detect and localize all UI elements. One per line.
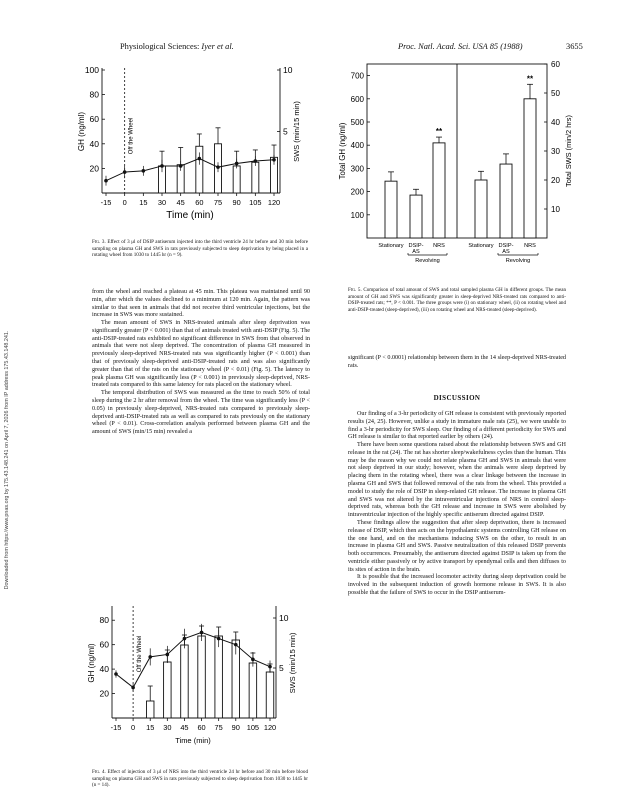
significance-marker: ** — [526, 74, 534, 84]
download-note: Downloaded from https://www.pnas.org by 175.43.148.241 on April 7, 2026 from IP address 175.43.148.241. — [4, 330, 10, 590]
gh-point — [142, 169, 146, 173]
figure-3-caption: Fig. 3. Effect of 3 μl of DSIP antiserum injected into the third ventricle 24 hr before and 30 min before sampling on plasma GH and SWS in rats previously subjected to sleep deprivation by being placed in a rotating wheel from 1030 to 1445 hr (n = 9). — [92, 239, 308, 259]
paragraph: The temporal distribution of SWS was measured as the time to reach 50% of total sleep during the 2 hr after removal from the wheel. The time was significantly less (P < 0.05) in previously sleep-deprived, NRS-treated rats compared to previously sleep-deprived anti-DSIP-treated rats as well as compared to rats previously on the stationary wheel (P < 0.01). Cross-correlation analysis performed between plasma GH and the amount of SWS (min/15 min) revealed a — [92, 390, 310, 436]
category-label: AS — [502, 249, 510, 255]
figure-4-caption: Fig. 4. Effect of injection of 3 μl of NRS into the third ventricle 24 hr before and 30 min before blood sampling on plasma GH and SWS in rats previously subjected to sleep deprivation from 1030 to 1445 hr (n = 14). — [92, 769, 309, 789]
x-tick-label: 15 — [146, 723, 155, 732]
off-wheel-annotation: Off the Wheel — [137, 635, 144, 673]
figure-3-chart — [70, 58, 310, 233]
x-tick-label: 120 — [267, 198, 281, 207]
y-tick-label: 200 — [350, 187, 364, 197]
y-tick-label: 300 — [350, 164, 364, 174]
group-label: Revolving — [415, 258, 440, 264]
gh-point — [216, 165, 220, 169]
y-tick-label: 60 — [89, 114, 99, 125]
gh-point — [114, 672, 118, 676]
figure-5-caption: Fig. 5. Comparison of total amount of SWS and total sampled plasma GH in different groups. The mean amount of GH and SWS was significantly greater in sleep-deprived NRS-treated rats compared to anti-DSIP-treated rats; **, P < 0.001. The three groups were (i) on stationary wheel, (ii) on rotating wheel and anti-DSIP-treated (sleep-deprived), (iii) on rotating wheel and NRS-treated (sleep-deprived). — [348, 287, 567, 313]
gh-point — [160, 164, 164, 168]
y-tick-label: 20 — [99, 688, 109, 699]
gh-point — [183, 637, 187, 641]
x-axis-label: Time (min) — [175, 736, 211, 745]
right-column-text — [348, 411, 566, 598]
y2-tick-label: 20 — [551, 176, 560, 185]
y-tick-label: 600 — [350, 94, 364, 104]
y2-tick-label: 30 — [551, 147, 560, 156]
paragraph: It is possible that the increased locomoter activity during sleep deprivation could be involved in the subsequent induction of growth hormone release in SWS. It is also possible that the failure of SWS to occur in the DSIP antiserum- — [348, 574, 566, 596]
paragraph: Our finding of a 3-hr periodicity of GH release is consistent with previously reported results (24, 25). However, unlike a study in immature male rats (25), we were unable to find a 3-hr periodicity for SWS sleep. Our finding of a different periodicity for SWS and GH release is similar to that reported earlier by others (24). — [348, 411, 566, 441]
sws-bar — [146, 701, 154, 718]
sws-bar — [266, 672, 274, 718]
x-tick-label: -15 — [100, 198, 112, 207]
y2-tick-label: 5 — [283, 126, 288, 137]
x-tick-label: 45 — [180, 723, 189, 732]
right-column-text-top — [348, 355, 566, 371]
x-tick-label: 60 — [195, 198, 204, 207]
category-label: DSIP- — [408, 243, 424, 249]
category-label: NRS — [433, 243, 445, 249]
sws-bar — [181, 645, 189, 718]
x-tick-label: 75 — [214, 723, 223, 732]
y-tick-label: 20 — [89, 163, 99, 174]
gh-point — [179, 164, 183, 168]
off-wheel-annotation: Off the Wheel — [128, 117, 135, 155]
gh-point — [254, 159, 258, 163]
gh-point — [272, 158, 276, 162]
category-label: AS — [412, 249, 420, 255]
y2-tick-label: 40 — [551, 118, 560, 127]
sws-bar — [500, 164, 512, 238]
section-heading: DISCUSSION — [433, 394, 481, 402]
gh-point — [268, 665, 272, 669]
gh-point — [131, 686, 135, 690]
x-tick-label: 75 — [213, 198, 223, 207]
sws-bar — [524, 99, 536, 238]
gh-point — [148, 655, 152, 659]
gh-point — [217, 637, 221, 641]
y-axis-label: GH (ng/ml) — [77, 111, 86, 152]
y-tick-label: 40 — [89, 138, 99, 149]
category-label: NRS — [524, 243, 536, 249]
sws-bar — [233, 166, 240, 193]
gh-point — [200, 631, 204, 635]
y2-axis-label: SWS (min/15 min) — [288, 632, 297, 694]
y-axis-label: Total GH (ng/ml) — [338, 122, 347, 180]
y-tick-label: 40 — [99, 664, 109, 675]
x-tick-label: 15 — [139, 198, 148, 207]
y2-tick-label: 60 — [551, 60, 560, 69]
sws-bar — [252, 162, 259, 193]
category-label: DSIP- — [498, 243, 514, 249]
left-column-text — [92, 289, 310, 437]
y2-tick-label: 5 — [279, 663, 284, 673]
y-tick-label: 100 — [350, 210, 364, 220]
x-tick-label: -15 — [110, 723, 122, 732]
x-tick-label: 60 — [197, 723, 206, 732]
sws-bar — [475, 180, 487, 238]
y2-axis-label: Total SWS (min/2 hrs) — [564, 115, 573, 187]
significance-marker: ** — [435, 127, 443, 137]
x-tick-label: 30 — [163, 723, 172, 732]
y-tick-label: 100 — [84, 65, 99, 75]
x-tick-label: 120 — [263, 723, 277, 732]
gh-point — [123, 170, 127, 174]
sws-bar — [198, 636, 206, 718]
gh-point — [235, 162, 239, 166]
x-tick-label: 90 — [232, 198, 241, 207]
gh-bar — [410, 195, 422, 238]
gh-point — [104, 179, 108, 183]
x-tick-label: 45 — [176, 198, 185, 207]
paragraph: from the wheel and reached a plateau at 45 min. This plateau was maintained until 90 min, after which the values declined to a minimum at 120 min. Again, the pattern was similar to that seen in animals that did not receive third ventricular injections, but the increase in SWS was more sustained. — [92, 289, 310, 319]
category-label: Stationary — [468, 243, 494, 249]
gh-line — [106, 159, 274, 181]
y2-tick-label: 10 — [279, 613, 289, 623]
x-tick-label: 30 — [157, 198, 167, 207]
running-header-left: Physiological Sciences: Iyer et al. — [120, 42, 234, 51]
sws-bar — [249, 663, 257, 718]
y2-axis-label: SWS (min/15 min) — [292, 101, 301, 162]
x-tick-label: 105 — [249, 198, 262, 207]
figure-5-chart — [333, 56, 593, 281]
page-number: 3655 — [566, 42, 583, 51]
group-label: Revolving — [505, 258, 531, 264]
y2-tick-label: 10 — [283, 65, 293, 75]
y-tick-label: 60 — [99, 639, 109, 650]
category-label: Stationary — [378, 243, 404, 249]
x-tick-label: 0 — [122, 198, 127, 207]
x-tick-label: 0 — [131, 723, 136, 732]
paragraph: There have been some questions raised about the relationship between SWS and GH release in the rat (24). The rat has shorter sleep/wakefulness cycles than the human. This may be the reason why we could not relate plasma GH and SWS in animals that were not sleep deprived in our study; however, when the animals were sleep deprived by placing them in the rotating wheel, there was a clear linkage between the increase in plasma GH and SWS that followed removal of the rats from the wheel. This provided a model to study the role of DSIP in sleep-related GH release. The increase in plasma GH and SWS was not altered by the intraventricular injections of NRS in control sleep-deprived rats, whereas both the GH release and increase in SWS were abolished by intraventricular injection of the highly specific antiserum directed against DSIP. — [348, 442, 566, 519]
y-tick-label: 80 — [89, 89, 99, 100]
y-tick-label: 700 — [350, 71, 364, 81]
y-tick-label: 80 — [99, 615, 109, 626]
journal-citation: Proc. Natl. Acad. Sci. USA 85 (1988) — [398, 42, 523, 51]
paragraph: significant (P < 0.0001) relationship between them in the 14 sleep-deprived NRS-treated rats. — [348, 355, 566, 369]
paragraph: These findings allow the suggestion that after sleep deprivation, there is increased release of DSIP, which then acts on the hypothalamic systems controlling GH release on the one hand, and on the mechanisms inducing SWS on the other, to result in an increase in plasma GH and SWS. Passive neutralization of this released DSIP prevents both occurrences. Presumably, the antiserum directed against DSIP is taken up from the ventricle either passively or by active transport by ependymal cells and then diffuses to its sites of action in the brain. — [348, 519, 566, 573]
sws-bar — [215, 636, 223, 718]
x-axis-label: Time (min) — [166, 210, 214, 221]
paragraph: The mean amount of SWS in NRS-treated animals after sleep deprivation was significantly greater (P < 0.001) than that of animals treated with anti-DSIP (Fig. 5). The anti-DSIP-treated rats exhibited no significant difference in SWS from that observed in animals that were not sleep deprived. The concentration of plasma GH measured in previously sleep-deprived NRS-treated rats was significantly higher (P < 0.001) than that of previously sleep-deprived anti-DSIP-treated rats and was also significantly greater than that of the rats on the stationary wheel (P < 0.01) (Fig. 5). The latency to peak plasma GH was significantly less (P < 0.001) in previously sleep-deprived, NRS-treated rats compared to this same latency for rats placed on the stationary wheel. — [92, 320, 310, 389]
gh-bar — [433, 143, 445, 238]
y-axis-label: GH (ng/ml) — [87, 643, 96, 683]
y2-tick-label: 50 — [551, 89, 560, 98]
gh-point — [166, 653, 170, 657]
gh-point — [198, 157, 202, 161]
figure-4-chart — [70, 592, 310, 762]
y-tick-label: 400 — [350, 141, 364, 151]
gh-point — [251, 658, 255, 662]
x-tick-label: 90 — [231, 723, 240, 732]
y-tick-label: 500 — [350, 118, 364, 127]
sws-bar — [164, 662, 172, 718]
x-tick-label: 105 — [246, 723, 260, 732]
gh-bar — [385, 181, 397, 238]
gh-point — [234, 643, 238, 647]
y2-tick-label: 10 — [551, 205, 560, 214]
